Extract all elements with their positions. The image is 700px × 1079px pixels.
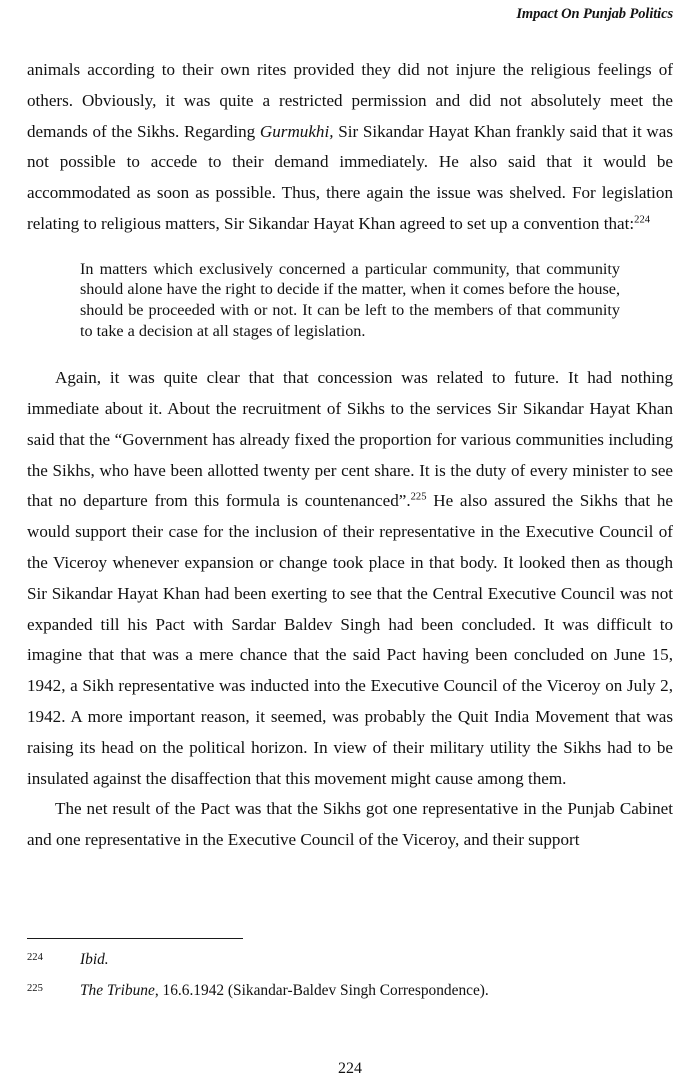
footnote-entry (27, 980, 673, 1002)
paragraph-2-text-b: He also assured the Sikhs that he would support their case for the inclusion of their representative in the Executive Council of the Viceroy whenever expansion or change took place in that body. It looked then as though Sir Sikandar Hayat Khan had been exerting to see that the Central Executive Council was not expanded till his Pact with Sardar Baldev Singh had been concluded. It was difficult to imagine that that was a mere chance that the said Pact having been concluded on June 15, 1942, a Sikh representative was inducted into the Executive Council of the Viceroy on July 2, 1942. A more important reason, it seemed, was probably the Quit India Movement that was raising its head on the political horizon. In view of their military utility the Sikhs had to be insulated against the disaffection that this movement might cause among them. (27, 491, 673, 788)
footnote-number: 225 (27, 983, 43, 994)
footnote-rest-text: , 16.6.1942 (Sikandar-Baldev Singh Correspondence). (154, 982, 489, 999)
footnote-entry (27, 949, 673, 971)
footnote-marker-224[interactable]: 224 (634, 214, 651, 226)
paragraph-3: The net result of the Pact was that the Sikhs got one representative in the Punjab Cabinet and one representative in the Executive Council of the Viceroy, and their support (27, 799, 673, 850)
paragraph-1-text-a: animals according to their own rites provided they did not injure the religious feelings of others. Obviously, it was quite a restricted permission and did not absolutely meet the demands of the Sikhs. Regarding (27, 60, 673, 141)
blockquote-convention: In matters which exclusively concerned a particular community, that community should alone have the right to decide if the matter, when it comes before the house, should be proceeded with or not. It can be left to the members of that community to take a decision at all stages of legislation. (80, 259, 620, 340)
footnote-number: 224 (27, 952, 43, 963)
footnote-section (27, 938, 673, 1011)
running-header-title: Impact On Punjab Politics (516, 6, 673, 22)
footnote-marker-225[interactable]: 225 (410, 491, 427, 503)
footnote-separator-rule (27, 938, 243, 939)
footnote-italic-text: Ibid. (80, 951, 109, 968)
paragraph-2-text-a: Again, it was quite clear that that concession was related to future. It had nothing immediate about it. About the recruitment of Sikhs to the services Sir Sikandar Hayat Khan said that the “Government has already fixed the proportion for various communities including the Sikhs, who have been allotted twenty per cent share. It is the duty of every minister to see that no departure from this formula is countenanced”. (27, 368, 673, 511)
paragraph-1-text-b: Sir Sikandar Hayat Khan frankly said that it was not possible to accede to their demand immediately. He also said that it would be accommodated as soon as possible. Thus, there again the issue was shelved. For legislation relating to religious matters, Sir Sikandar Hayat Khan agreed to set up a convention that: (27, 121, 674, 233)
paragraph-1 (27, 55, 673, 240)
page-number: 224 (338, 1060, 362, 1077)
spacer (27, 341, 673, 363)
body-text-column (27, 55, 673, 856)
footnote-italic-text: The Tribune (80, 982, 155, 999)
paragraph-1-italic-term: Gurmukhi, (259, 121, 334, 141)
paragraph-2 (27, 363, 673, 794)
